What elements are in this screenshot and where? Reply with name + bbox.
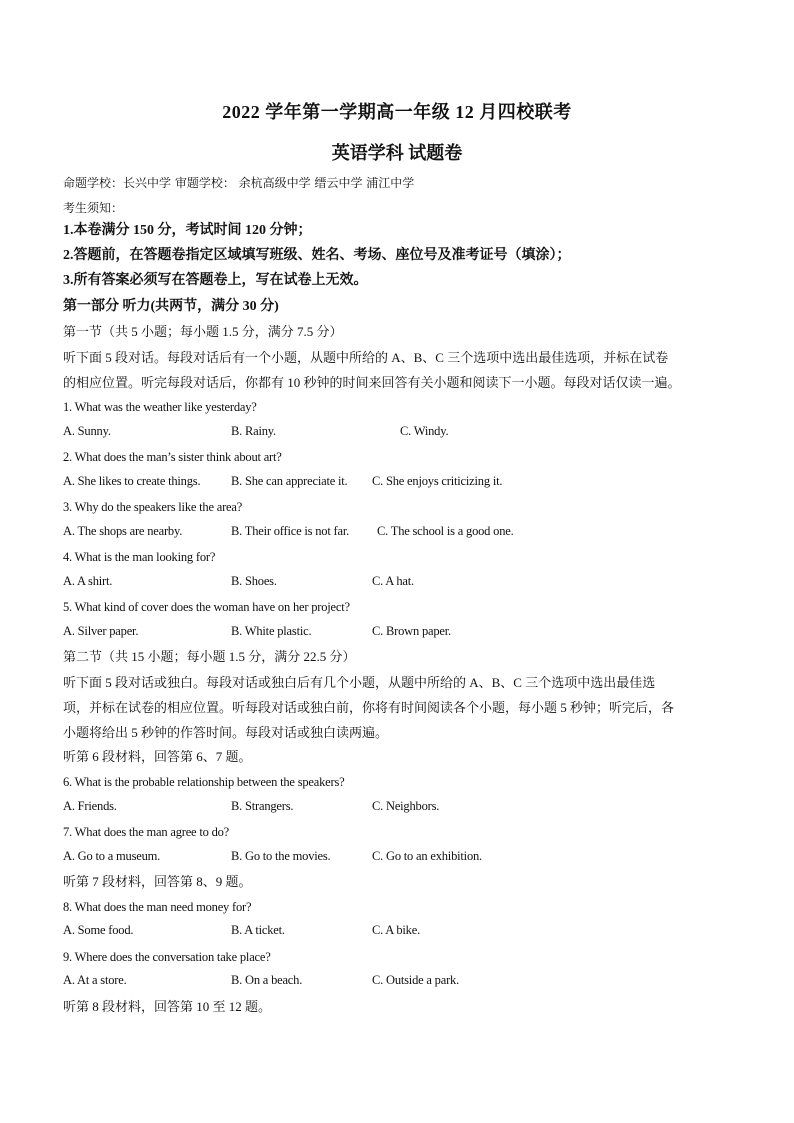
instruction-line: 小题将给出 5 秒钟的作答时间。每段对话或独白读两遍。	[63, 725, 389, 740]
question-7: 7. What does the man agree to do?	[63, 825, 230, 839]
school-info: 命题学校：长兴中学 审题学校： 余杭高级中学 缙云中学 浦江中学	[63, 176, 415, 190]
notice-item: 2.答题前，在答题卷指定区域填写班级、姓名、考场、座位号及准考证号（填涂）；	[63, 248, 571, 263]
material-note: 听第 6 段材料，回答第 6、7 题。	[63, 749, 252, 764]
option-a: A. A shirt.	[63, 574, 113, 588]
option-b: B. Their office is not far.	[231, 524, 350, 538]
section2-heading: 第二节（共 15 小题；每小题 1.5 分，满分 22.5 分）	[63, 649, 356, 664]
notice-item: 3.所有答案必须写在答题卷上，写在试卷上无效。	[63, 273, 368, 288]
option-a: A. Silver paper.	[63, 624, 139, 638]
section1-heading: 第一节（共 5 小题；每小题 1.5 分，满分 7.5 分）	[63, 324, 343, 339]
option-c: C. Brown paper.	[372, 624, 451, 638]
option-a: A. Friends.	[63, 799, 117, 813]
option-c: C. Windy.	[400, 424, 449, 438]
option-b: B. On a beach.	[231, 973, 303, 987]
question-5: 5. What kind of cover does the woman have on her project?	[63, 600, 350, 614]
question-8: 8. What does the man need money for?	[63, 900, 252, 914]
option-a: A. The shops are nearby.	[63, 524, 183, 538]
question-1: 1. What was the weather like yesterday?	[63, 400, 257, 414]
option-a: A. She likes to create things.	[63, 474, 201, 488]
option-a: A. Go to a museum.	[63, 849, 161, 863]
option-b: B. Rainy.	[231, 424, 276, 438]
question-4: 4. What is the man looking for?	[63, 550, 216, 564]
exam-subtitle: 英语学科 试题卷	[331, 143, 463, 163]
option-b: B. White plastic.	[231, 624, 312, 638]
option-c: C. A hat.	[372, 574, 414, 588]
option-c: C. Outside a park.	[372, 973, 460, 987]
option-a: A. Some food.	[63, 923, 134, 937]
option-b: B. A ticket.	[231, 923, 285, 937]
part1-heading: 第一部分 听力(共两节，满分 30 分)	[63, 299, 279, 314]
option-c: C. She enjoys criticizing it.	[372, 474, 503, 488]
option-c: C. A bike.	[372, 923, 421, 937]
option-c: C. Neighbors.	[372, 799, 440, 813]
question-2: 2. What does the man’s sister think about art?	[63, 450, 282, 464]
option-a: A. Sunny.	[63, 424, 111, 438]
exam-title: 2022 学年第一学期高一年级 12 月四校联考	[222, 102, 572, 122]
question-6: 6. What is the probable relationship between the speakers?	[63, 775, 345, 789]
option-b: B. She can appreciate it.	[231, 474, 348, 488]
option-c: C. Go to an exhibition.	[372, 849, 482, 863]
instruction-line: 项，并标在试卷的相应位置。听每段对话或独白前，你将有时间阅读各个小题，每小题 5 秒钟；听完后，各	[63, 700, 675, 715]
instruction-line: 的相应位置。听完每段对话后，你都有 10 秒钟的时间来回答有关小题和阅读下一小题。每段对话仅读一遍。	[63, 375, 681, 390]
notice-item: 1.本卷满分 150 分，考试时间 120 分钟；	[63, 223, 312, 238]
notice-heading: 考生须知：	[63, 201, 124, 215]
option-b: B. Go to the movies.	[231, 849, 331, 863]
option-c: C. The school is a good one.	[377, 524, 514, 538]
section1-instructions	[63, 345, 738, 395]
instruction-line: 听下面 5 段对话或独白。每段对话或独白后有几个小题，从题中所给的 A、B、C 三个选项中选出最佳选	[63, 675, 656, 690]
section2-instructions	[63, 670, 738, 745]
material-note: 听第 8 段材料，回答第 10 至 12 题。	[63, 999, 272, 1014]
question-9: 9. Where does the conversation take place?	[63, 950, 271, 964]
question-3: 3. Why do the speakers like the area?	[63, 500, 243, 514]
option-b: B. Shoes.	[231, 574, 277, 588]
instruction-line: 听下面 5 段对话。每段对话后有一个小题，从题中所给的 A、B、C 三个选项中选出最佳选项，并标在试卷	[63, 350, 669, 365]
material-note: 听第 7 段材料，回答第 8、9 题。	[63, 874, 252, 889]
option-a: A. At a store.	[63, 973, 127, 987]
option-b: B. Strangers.	[231, 799, 294, 813]
